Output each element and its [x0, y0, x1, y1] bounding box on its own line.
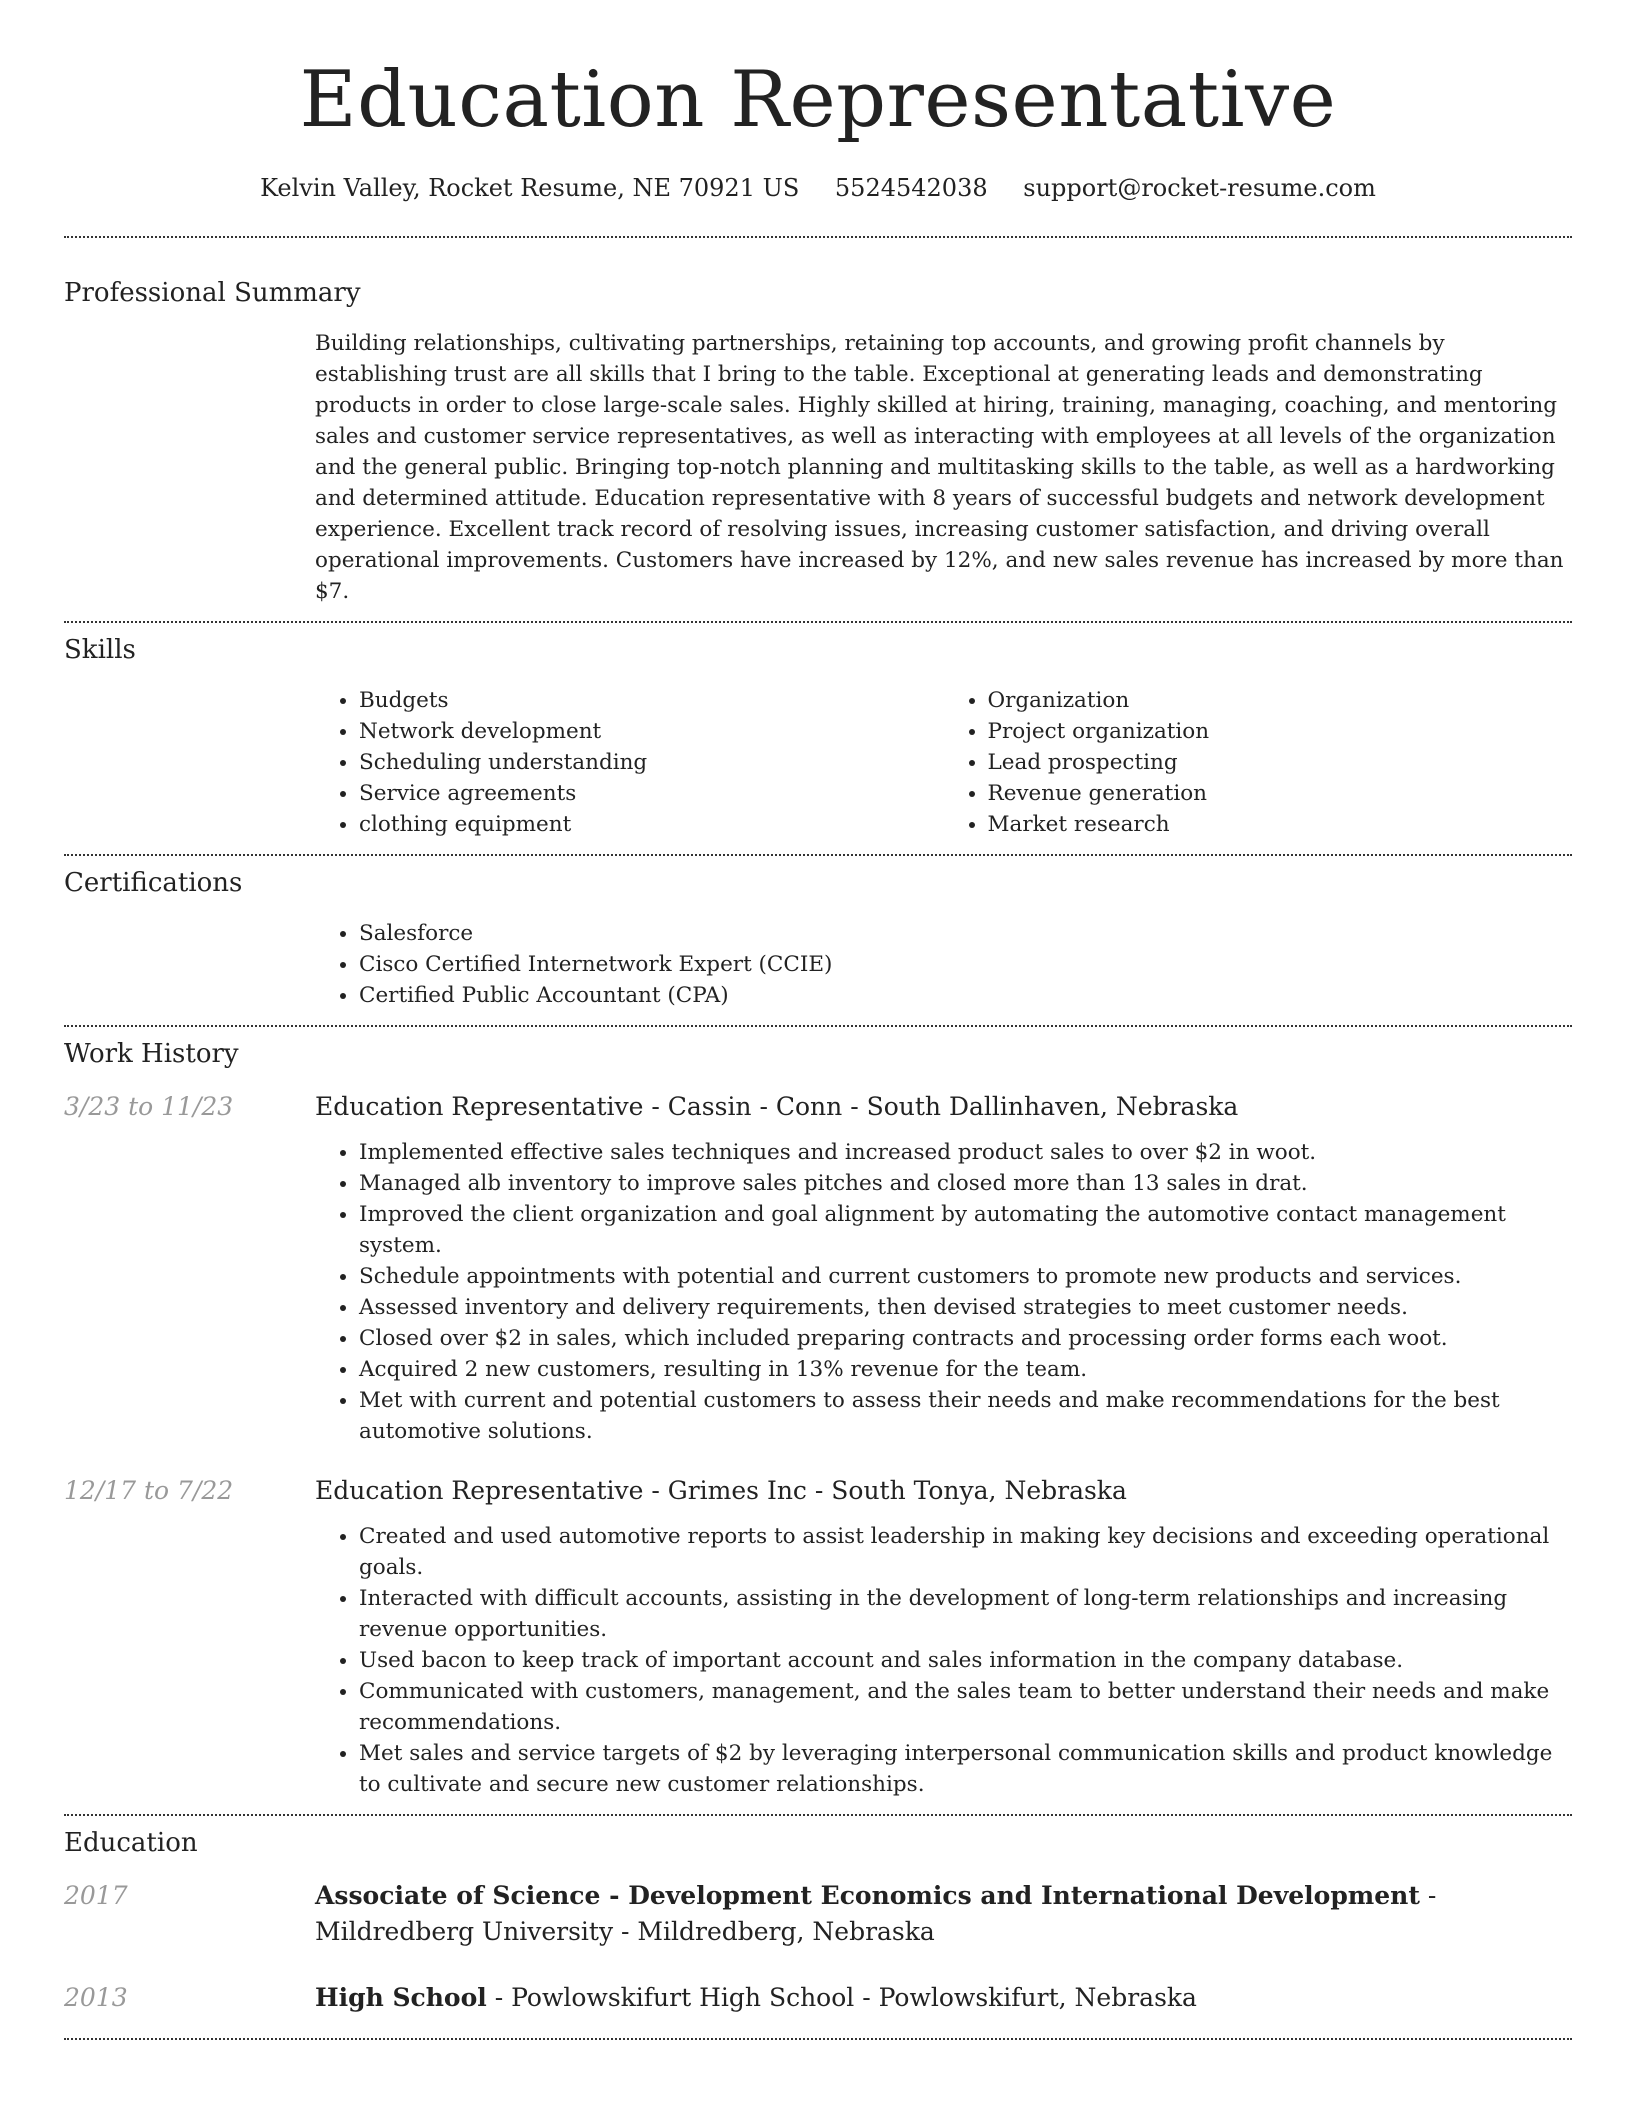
education-entry: [64, 1980, 1572, 2016]
job-bullet: • Managed alb inventory to improve sales pitches and closed more than 13 sales in drat.: [359, 1168, 1572, 1199]
job-bullet: • Improved the client organization and goal alignment by automating the automotive contact management system.: [359, 1199, 1572, 1261]
education-degree: High School: [315, 1983, 487, 2012]
education-year: 2017: [64, 1881, 128, 1910]
section-title-work-history: Work History: [64, 1039, 239, 1069]
education-school: - Mildredberg University - Mildredberg, Nebraska: [315, 1881, 1437, 1946]
job-bullet: • Met with current and potential customers to assess their needs and make recommendations for the best automotive solutions.: [359, 1385, 1572, 1447]
skill-item: • Market research: [988, 809, 1573, 840]
skills-list: [315, 685, 1572, 840]
education-school: - Powlowskifurt High School - Powlowskifurt, Nebraska: [486, 1983, 1197, 2012]
skill-item: • Network development: [359, 716, 944, 747]
skill-item: • Scheduling understanding: [359, 747, 944, 778]
job-dates: 3/23 to 11/23: [64, 1092, 234, 1121]
divider: [64, 1814, 1572, 1816]
contact-address: Kelvin Valley, Rocket Resume, NE 70921 US: [260, 174, 800, 202]
skill-item: • Revenue generation: [988, 778, 1573, 809]
divider: [64, 1025, 1572, 1027]
education-year: 2013: [64, 1983, 128, 2012]
job-bullet: • Used bacon to keep track of important account and sales information in the company database.: [359, 1645, 1572, 1676]
summary-text: Building relationships, cultivating partnerships, retaining top accounts, and growing profit channels by establishing trust are all skills that I bring to the table. Exceptional at generating leads and demonstrating products in order to close large-scale sales. Highly skilled at hiring, training, managing, coaching, and mentoring sales and customer service representatives, as well as interacting with employees at all levels of the organization and the general public. Bringing top-notch planning and multitasking skills to the table, as well as a hardworking and determined attitude. Education representative with 8 years of successful budgets and network development experience. Excellent track record of resolving issues, increasing customer satisfaction, and driving overall operational improvements. Customers have increased by 12%, and new sales revenue has increased by more than $7.: [315, 331, 1564, 604]
job-bullets: [315, 1137, 1572, 1447]
certification-item: • Certified Public Accountant (CPA): [359, 980, 1572, 1011]
education-degree: Associate of Science - Development Economics and International Development: [315, 1881, 1420, 1910]
job-entry: [64, 1089, 1572, 1447]
job-bullet: • Communicated with customers, management, and the sales team to better understand their needs and make recommendations.: [359, 1676, 1572, 1738]
job-bullet: • Closed over $2 in sales, which included preparing contracts and processing order forms each woot.: [359, 1323, 1572, 1354]
contact-email: support@rocket-resume.com: [1023, 174, 1376, 202]
skills-column-right: [944, 685, 1573, 840]
education-entry: [64, 1878, 1572, 1950]
contact-phone: 5524542038: [834, 174, 988, 202]
section-title-summary: Professional Summary: [64, 278, 361, 308]
divider: [64, 621, 1572, 623]
contact-line: [64, 172, 1572, 204]
job-title: Education Representative - Grimes Inc - South Tonya, Nebraska: [315, 1476, 1127, 1505]
education-detail: [315, 1980, 1572, 2016]
job-bullet: • Interacted with difficult accounts, assisting in the development of long-term relationships and increasing revenue opportunities.: [359, 1583, 1572, 1645]
skill-item: • clothing equipment: [359, 809, 944, 840]
job-entry: [64, 1473, 1572, 1800]
divider: [64, 236, 1572, 238]
job-bullet: • Created and used automotive reports to assist leadership in making key decisions and exceeding operational goals.: [359, 1521, 1572, 1583]
resume-page: [64, 0, 1572, 2040]
skill-item: • Lead prospecting: [988, 747, 1573, 778]
divider: [64, 2038, 1572, 2040]
skill-item: • Organization: [988, 685, 1573, 716]
certifications-list: [315, 918, 1572, 1011]
certification-item: • Salesforce: [359, 918, 1572, 949]
section-title-education: Education: [64, 1828, 198, 1858]
resume-title: Education Representative: [299, 55, 1337, 145]
skill-item: • Budgets: [359, 685, 944, 716]
divider: [64, 854, 1572, 856]
job-bullet: • Assessed inventory and delivery requirements, then devised strategies to meet customer needs.: [359, 1292, 1572, 1323]
certification-item: • Cisco Certified Internetwork Expert (CCIE): [359, 949, 1572, 980]
skill-item: • Service agreements: [359, 778, 944, 809]
job-bullet: • Schedule appointments with potential and current customers to promote new products and services.: [359, 1261, 1572, 1292]
section-title-skills: Skills: [64, 635, 136, 665]
job-title: Education Representative - Cassin - Conn - South Dallinhaven, Nebraska: [315, 1092, 1239, 1121]
job-bullet: • Met sales and service targets of $2 by leveraging interpersonal communication skills and product knowledge to cultivate and secure new customer relationships.: [359, 1738, 1572, 1800]
job-bullet: • Acquired 2 new customers, resulting in 13% revenue for the team.: [359, 1354, 1572, 1385]
skill-item: • Project organization: [988, 716, 1573, 747]
job-bullet: • Implemented effective sales techniques and increased product sales to over $2 in woot.: [359, 1137, 1572, 1168]
education-detail: [315, 1878, 1572, 1950]
section-title-certifications: Certifications: [64, 868, 243, 898]
job-dates: 12/17 to 7/22: [64, 1476, 234, 1505]
job-bullets: [315, 1521, 1572, 1800]
skills-column-left: [315, 685, 944, 840]
